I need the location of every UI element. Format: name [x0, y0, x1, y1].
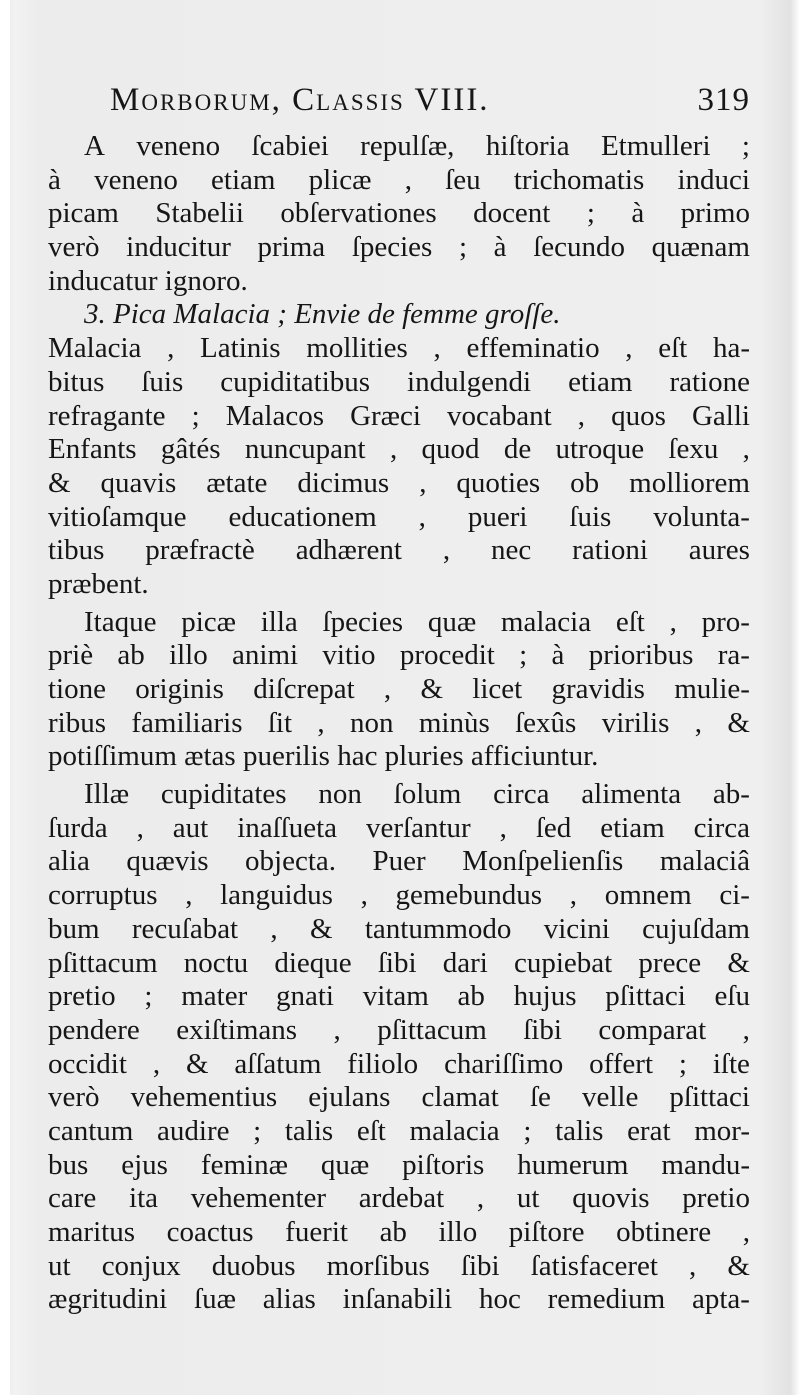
text-line: pendere exiſtimans , pſittacum ſibi comparat , — [48, 1013, 750, 1046]
text-line: ſurda , aut inaſſueta verſantur , ſed etiam circa — [48, 811, 750, 844]
text-line: tibus præfractè adhærent , nec rationi aures — [48, 534, 750, 567]
text-block — [48, 130, 750, 1317]
text-line: cantum audire ; talis eſt malacia ; talis erat mor- — [48, 1114, 750, 1147]
text-line: occidit , & aſſatum filiolo chariſſimo offert ; iſte — [48, 1047, 750, 1080]
text-line: pretio ; mater gnati vitam ab hujus pſittaci eſu — [48, 980, 750, 1013]
page-number: 319 — [697, 82, 750, 118]
text-line: vitioſamque educationem , pueri ſuis volunta- — [48, 500, 750, 533]
text-line: verò vehementius ejulans clamat ſe velle pſittaci — [48, 1081, 750, 1114]
text-line: Enfants gâtés nuncupant , quod de utroque ſexu , — [48, 433, 750, 466]
page-body — [48, 82, 750, 1317]
text-line: bus ejus feminæ quæ piſtoris humerum mandu- — [48, 1148, 750, 1181]
text-line: picam Stabelii obſervationes docent ; à primo — [48, 197, 750, 230]
text-line: à veneno etiam plicæ , ſeu trichomatis induci — [48, 163, 750, 196]
text-line: priè ab illo animi vitio procedit ; à prioribus ra- — [48, 639, 750, 672]
text-line: ut conjux duobus morſibus ſibi ſatisfaceret , & — [48, 1249, 750, 1282]
text-line: Illæ cupiditates non ſolum circa alimenta ab- — [84, 778, 750, 811]
text-line: maritus coactus fuerit ab illo piſtore obtinere , — [48, 1216, 750, 1248]
text-line: tione originis diſcrepat , & licet gravidis mulie- — [48, 673, 750, 705]
text-line: corruptus , languidus , gemebundus , omnem ci- — [48, 879, 750, 912]
text-line: refragante ; Malacos Græci vocabant , quos Galli — [48, 399, 750, 432]
text-line: ægritudini ſuæ alias inſanabili hoc remedium apta- — [48, 1283, 750, 1316]
page-edge — [0, 0, 10, 1395]
text-line: verò inducitur prima ſpecies ; à ſecundo quænam — [48, 231, 750, 264]
text-line: ribus familiaris ſit , non minùs ſexûs virilis , & — [48, 706, 750, 739]
text-line: bitus ſuis cupiditatibus indulgendi etiam ratione — [48, 365, 750, 398]
text-line: care ita vehementer ardebat , ut quovis pretio — [48, 1182, 750, 1215]
running-head — [110, 82, 750, 130]
text-line: pſittacum noctu dieque ſibi dari cupiebat prece & — [48, 946, 750, 979]
text-line: A veneno ſcabiei repulſæ, hiſtoria Etmulleri ; — [84, 130, 750, 162]
running-head-title: Morborum, Classis VIII. — [110, 82, 490, 118]
text-line: Itaque picæ illa ſpecies quæ malacia eſt , pro- — [84, 605, 750, 638]
text-line: & quavis ætate dicimus , quoties ob molliorem — [48, 466, 750, 499]
text-line: 3. Pica Malacia ; Envie de femme groſſe. — [84, 298, 561, 331]
text-line: inducatur ignoro. — [48, 264, 248, 297]
text-line: Malacia , Latinis mollities , effeminatio , eſt ha- — [48, 332, 750, 365]
text-line: bum recuſabat , & tantummodo vicini cujuſdam — [48, 912, 750, 945]
text-line: præbent. — [48, 567, 149, 600]
text-line: alia quævis objecta. Puer Monſpelienſis malaciâ — [48, 845, 750, 878]
text-line: potiſſimum ætas puerilis hac pluries afficiuntur. — [48, 740, 599, 773]
